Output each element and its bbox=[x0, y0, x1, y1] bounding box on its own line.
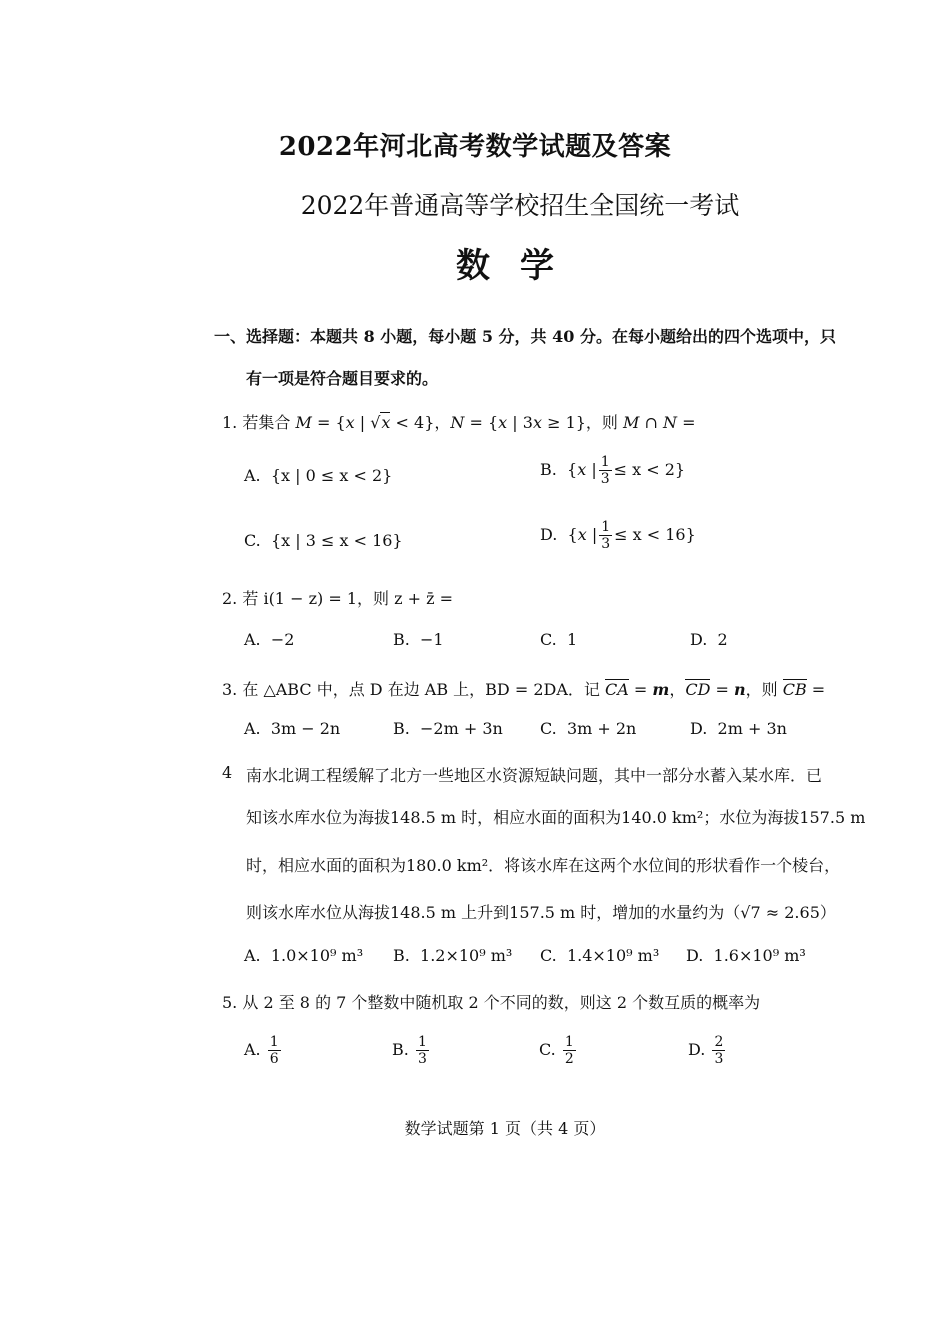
q1-option-d: D. {x | $\frac{1}{3}$ ≤ x < 16} bbox=[540, 519, 696, 552]
set-m-expression: M = {x | √x < 4}，N = {x | 3x ≥ 1} bbox=[295, 413, 586, 432]
q5-option-a: A. $\frac{1}{6}$ bbox=[244, 1034, 279, 1067]
q2-option-c: C. 1 bbox=[540, 630, 578, 649]
question-5 bbox=[222, 990, 760, 1013]
q3-option-a: A. 3m − 2n bbox=[244, 719, 341, 738]
q1-option-c: C. {x | 3 ≤ x < 16} bbox=[244, 531, 403, 550]
question-4-number: 4 bbox=[222, 763, 233, 782]
fraction: $\frac{1}{3}$ bbox=[601, 519, 611, 552]
question-stem-suffix: ，则 bbox=[585, 413, 618, 432]
q2-option-b: B. −1 bbox=[393, 630, 444, 649]
q1-option-b: B. {x | $\frac{1}{3}$ ≤ x < 2} bbox=[540, 454, 686, 487]
q1-option-a: A. {x | 0 ≤ x < 2} bbox=[244, 466, 393, 485]
fraction: $\frac{1}{6}$ bbox=[269, 1034, 279, 1067]
fraction: $\frac{2}{3}$ bbox=[714, 1034, 724, 1067]
question-4-line-2: 知该水库水位为海拔148.5 m 时，相应水面的面积为140.0 km²；水位为海拔157.5 m bbox=[246, 808, 866, 827]
intersection-expression: M ∩ N = bbox=[623, 413, 696, 432]
q5-option-c: C. $\frac{1}{2}$ bbox=[539, 1034, 574, 1067]
q5-option-d: D. $\frac{2}{3}$ bbox=[688, 1034, 724, 1067]
question-number: 3. bbox=[222, 680, 238, 699]
exam-title: 2022年普通高等学校招生全国统一考试 bbox=[300, 191, 740, 220]
q3-option-d: D. 2m + 3n bbox=[690, 719, 787, 738]
fraction: $\frac{1}{2}$ bbox=[564, 1034, 574, 1067]
question-stem: 在 △ABC 中，点 D 在边 AB 上，BD = 2DA．记 bbox=[242, 680, 600, 699]
fraction: $\frac{1}{3}$ bbox=[600, 454, 610, 487]
section-heading-line1: 一、选择题：本题共 8 小题，每小题 5 分，共 40 分。在每小题给出的四个选项中，只 bbox=[214, 327, 836, 346]
question-number: 1. bbox=[222, 413, 238, 432]
question-1 bbox=[222, 410, 696, 433]
question-stem: 若 i(1 − z) = 1，则 z + z̄ = bbox=[242, 589, 454, 608]
page-footer: 数学试题第 1 页（共 4 页） bbox=[404, 1119, 606, 1138]
question-stem: 从 2 至 8 的 7 个整数中随机取 2 个不同的数，则这 2 个数互质的概率为 bbox=[242, 993, 761, 1012]
subject-title: 数学 bbox=[456, 246, 584, 286]
section-heading-line2: 有一项是符合题目要求的。 bbox=[246, 369, 439, 388]
vector-expression: CA = m，CD = n，则 CB = bbox=[605, 680, 826, 699]
question-number: 2. bbox=[222, 589, 238, 608]
question-4-line-4: 则该水库水位从海拔148.5 m 上升到157.5 m 时，增加的水量约为（√7 ≈ 2.65） bbox=[246, 903, 836, 922]
question-4-line-1: 南水北调工程缓解了北方一些地区水资源短缺问题，其中一部分水蓄入某水库．已 bbox=[246, 766, 823, 785]
document-title: 2022年河北高考数学试题及答案 bbox=[278, 132, 672, 162]
question-4-line-3: 时，相应水面的面积为180.0 km²．将该水库在这两个水位间的形状看作一个棱台， bbox=[246, 856, 841, 875]
q3-option-b: B. −2m + 3n bbox=[393, 719, 503, 738]
question-stem-prefix: 若集合 bbox=[242, 413, 291, 432]
q4-option-b: B. 1.2×10⁹ m³ bbox=[393, 946, 513, 965]
q2-option-a: A. −2 bbox=[244, 630, 295, 649]
question-number: 5. bbox=[222, 993, 238, 1012]
q2-option-d: D. 2 bbox=[690, 630, 728, 649]
question-3 bbox=[222, 677, 825, 700]
fraction: $\frac{1}{3}$ bbox=[417, 1034, 427, 1067]
q5-option-b: B. $\frac{1}{3}$ bbox=[392, 1034, 427, 1067]
q3-option-c: C. 3m + 2n bbox=[540, 719, 637, 738]
question-2 bbox=[222, 586, 453, 609]
q4-option-a: A. 1.0×10⁹ m³ bbox=[244, 946, 364, 965]
q4-option-d: D. 1.6×10⁹ m³ bbox=[686, 946, 806, 965]
q4-option-c: C. 1.4×10⁹ m³ bbox=[540, 946, 660, 965]
